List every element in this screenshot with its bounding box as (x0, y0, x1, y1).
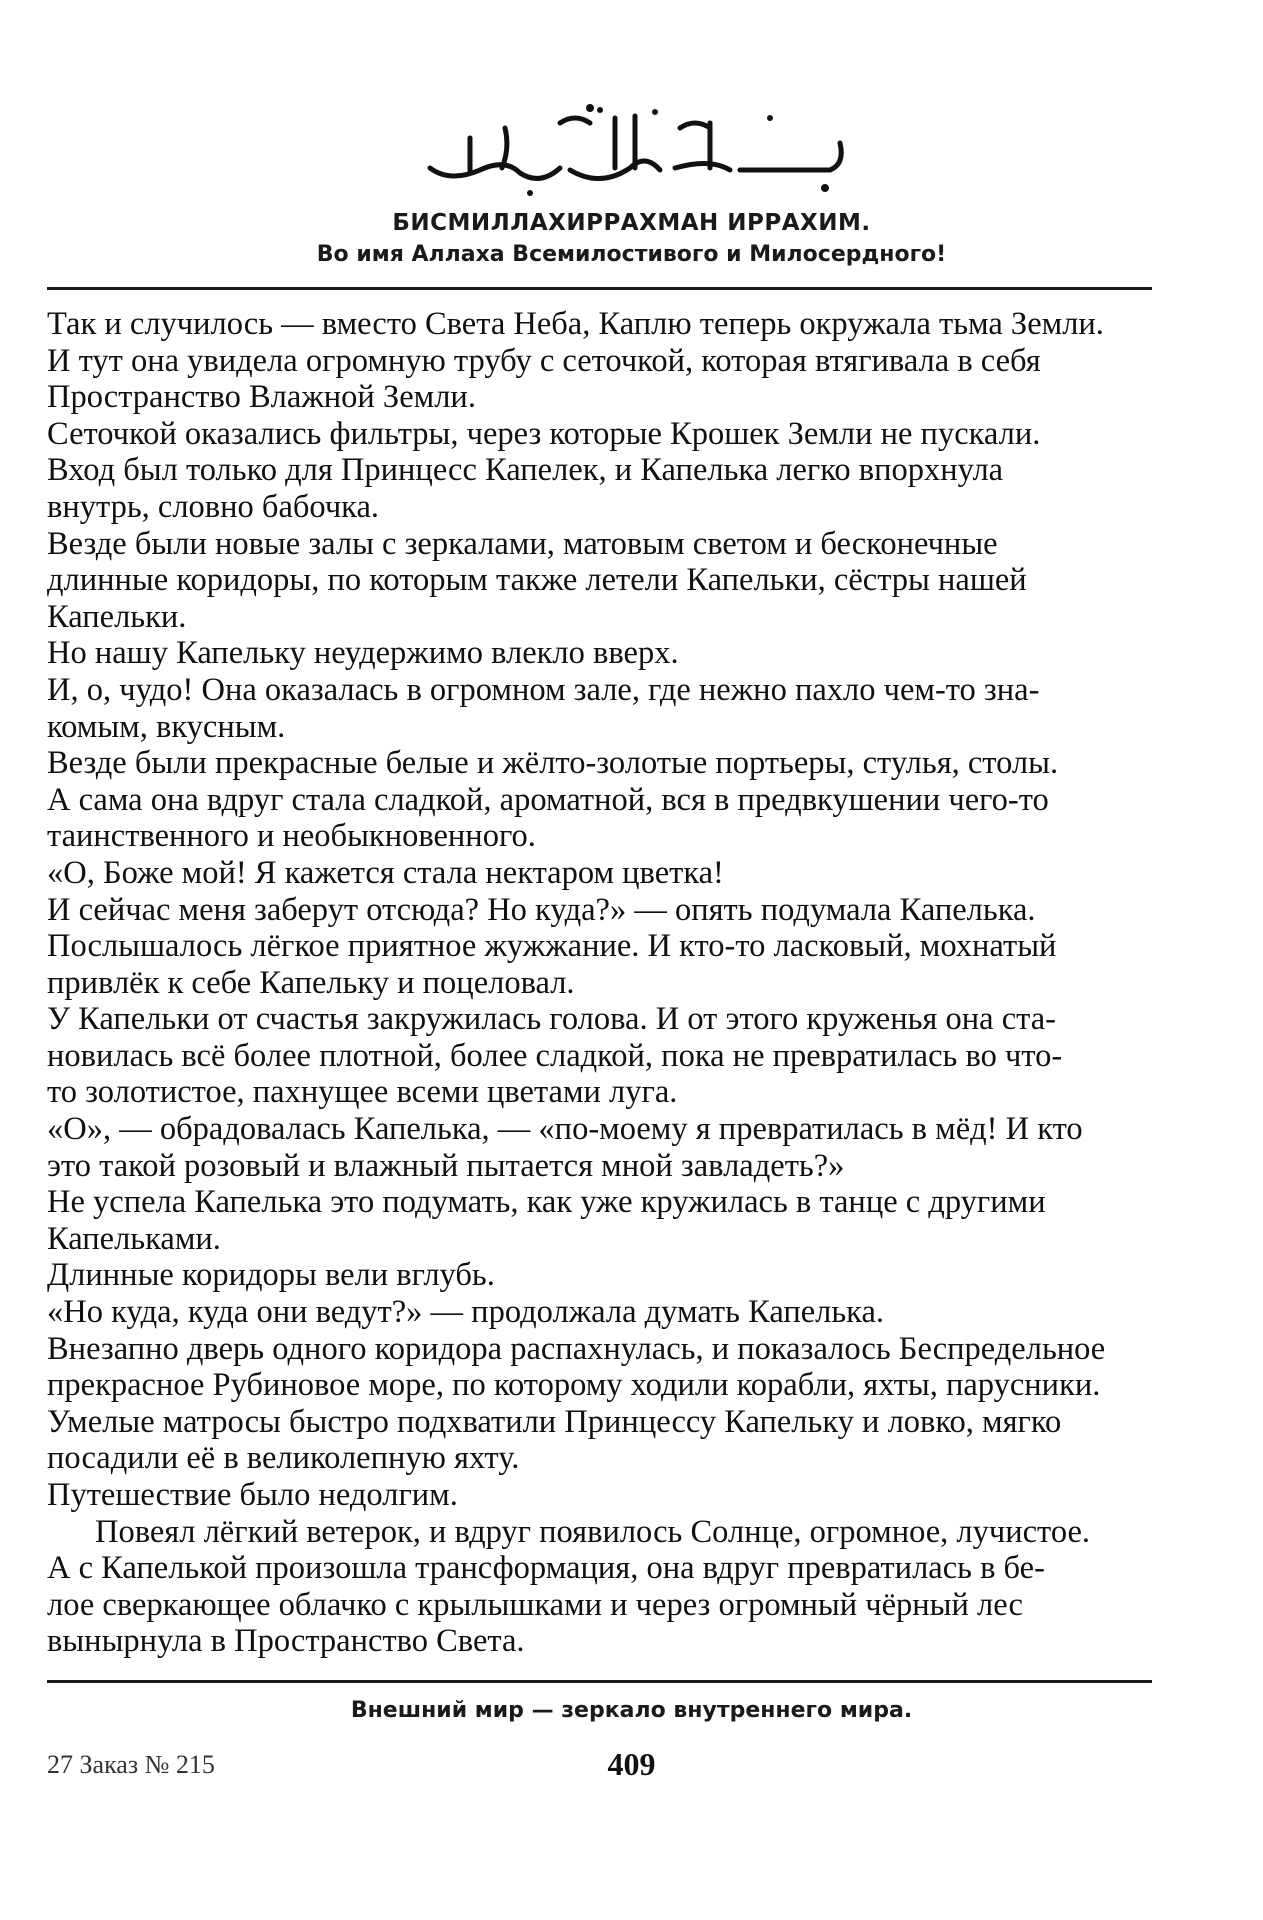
text-line: длинные коридоры, по которым также летели Капельки, сёстры нашей (47, 562, 1027, 599)
text-line: «Но куда, куда они ведут?» — продолжала думать Капелька. (47, 1294, 885, 1331)
text-line: вынырнула в Пространство Света. (47, 1623, 525, 1660)
text-line: Но нашу Капельку неудержимо влекло вверх. (47, 635, 679, 672)
bismillah-calligraphy (410, 98, 860, 203)
bismillah-transliteration: БИСМИЛЛАХИРРАХМАН ИРРАХИМ. (392, 210, 871, 236)
bismillah-translation: Во имя Аллаха Всемилостивого и Милосердного! (316, 242, 947, 267)
text-line: Умелые матросы быстро подхватили Принцессу Капельку и ловко, мягко (47, 1403, 1062, 1440)
text-line: Длинные коридоры вели вглубь. (47, 1257, 495, 1294)
text-line: Капельками. (47, 1220, 221, 1257)
svg-text:بِسْمِ اللهِ الرَّحْمٰنِ الرَّ: بِسْمِ اللهِ الرَّحْمٰنِ الرَّحِيمِ (410, 98, 420, 99)
text-line: А с Капелькой произошла трансформация, она вдруг превратилась в бе- (47, 1550, 1045, 1587)
text-line: «О, Боже мой! Я кажется стала нектаром цветка! (47, 854, 724, 891)
bottom-divider (47, 1680, 1152, 1683)
text-line: Не успела Капелька это подумать, как уже кружилась в танце с другими (47, 1184, 1046, 1221)
text-line: И сейчас меня заберут отсюда? Но куда?» — опять подумала Капелька. (47, 891, 1036, 928)
text-line: привлёк к себе Капельку и поцеловал. (47, 964, 575, 1001)
text-line: Послышалось лёгкое приятное жужжание. И кто-то ласковый, мохнатый (47, 928, 1057, 965)
text-line: внутрь, словно бабочка. (47, 488, 380, 525)
text-line: комым, вкусным. (47, 708, 286, 745)
text-line: И, о, чудо! Она оказалась в огромном зале, где нежно пахло чем-то зна- (47, 671, 1040, 708)
footer-motto: Внешний мир — зеркало внутреннего мира. (350, 1698, 913, 1723)
text-line: посадили её в великолепную яхту. (47, 1440, 520, 1477)
text-line: то золотистое, пахнущее всеми цветами луга. (47, 1074, 678, 1111)
text-line: это такой розовый и влажный пытается мной завладеть?» (47, 1147, 845, 1184)
text-line: Путешествие было недолгим. (47, 1477, 458, 1513)
text-line: У Капельки от счастья закружилась голова. И от этого круженья она ста- (47, 1001, 1056, 1038)
text-line: «О», — обрадовалась Капелька, — «по-моему я превратилась в мёд! И кто (47, 1111, 1083, 1148)
text-line: И тут она увидела огромную трубу с сеточкой, которая втягивала в себя (47, 342, 1041, 379)
text-line: новилась всё более плотной, более сладкой, пока не превратилась во что- (47, 1037, 1063, 1074)
text-line: лое сверкающее облачко с крылышками и через огромный чёрный лес (47, 1586, 1023, 1623)
text-line: таинственного и необыкновенного. (47, 818, 536, 855)
text-line: Внезапно дверь одного коридора распахнулась, и показалось Беспредельное (47, 1330, 1106, 1367)
text-line: Вход был только для Принцесс Капелек, и Капелька легко впорхнула (47, 452, 1004, 489)
text-line: Капельки. (47, 598, 187, 635)
text-line: Везде были новые залы с зеркалами, матовым светом и бесконечные (47, 525, 998, 562)
text-line: Повеял лёгкий ветерок, и вдруг появилось Солнце, огромное, лучистое. (95, 1513, 1091, 1550)
top-divider (47, 287, 1152, 290)
text-line: прекрасное Рубиновое море, по которому ходили корабли, яхты, парусники. (47, 1367, 1101, 1404)
text-line: Так и случилось — вместо Света Неба, Каплю теперь окружала тьма Земли. (47, 306, 1104, 342)
text-line: Сеточкой оказались фильтры, через которые Крошек Земли не пускали. (47, 415, 1041, 452)
print-order-number: 27 Заказ № 215 (47, 1750, 215, 1779)
page-number: 409 (607, 1746, 656, 1782)
body-text (47, 306, 1152, 1660)
text-line: А сама она вдруг стала сладкой, ароматной, вся в предвкушении чего-то (47, 781, 1049, 818)
text-line: Пространство Влажной Земли. (47, 379, 476, 416)
text-line: Везде были прекрасные белые и жёлто-золотые портьеры, стулья, столы. (47, 745, 1059, 782)
